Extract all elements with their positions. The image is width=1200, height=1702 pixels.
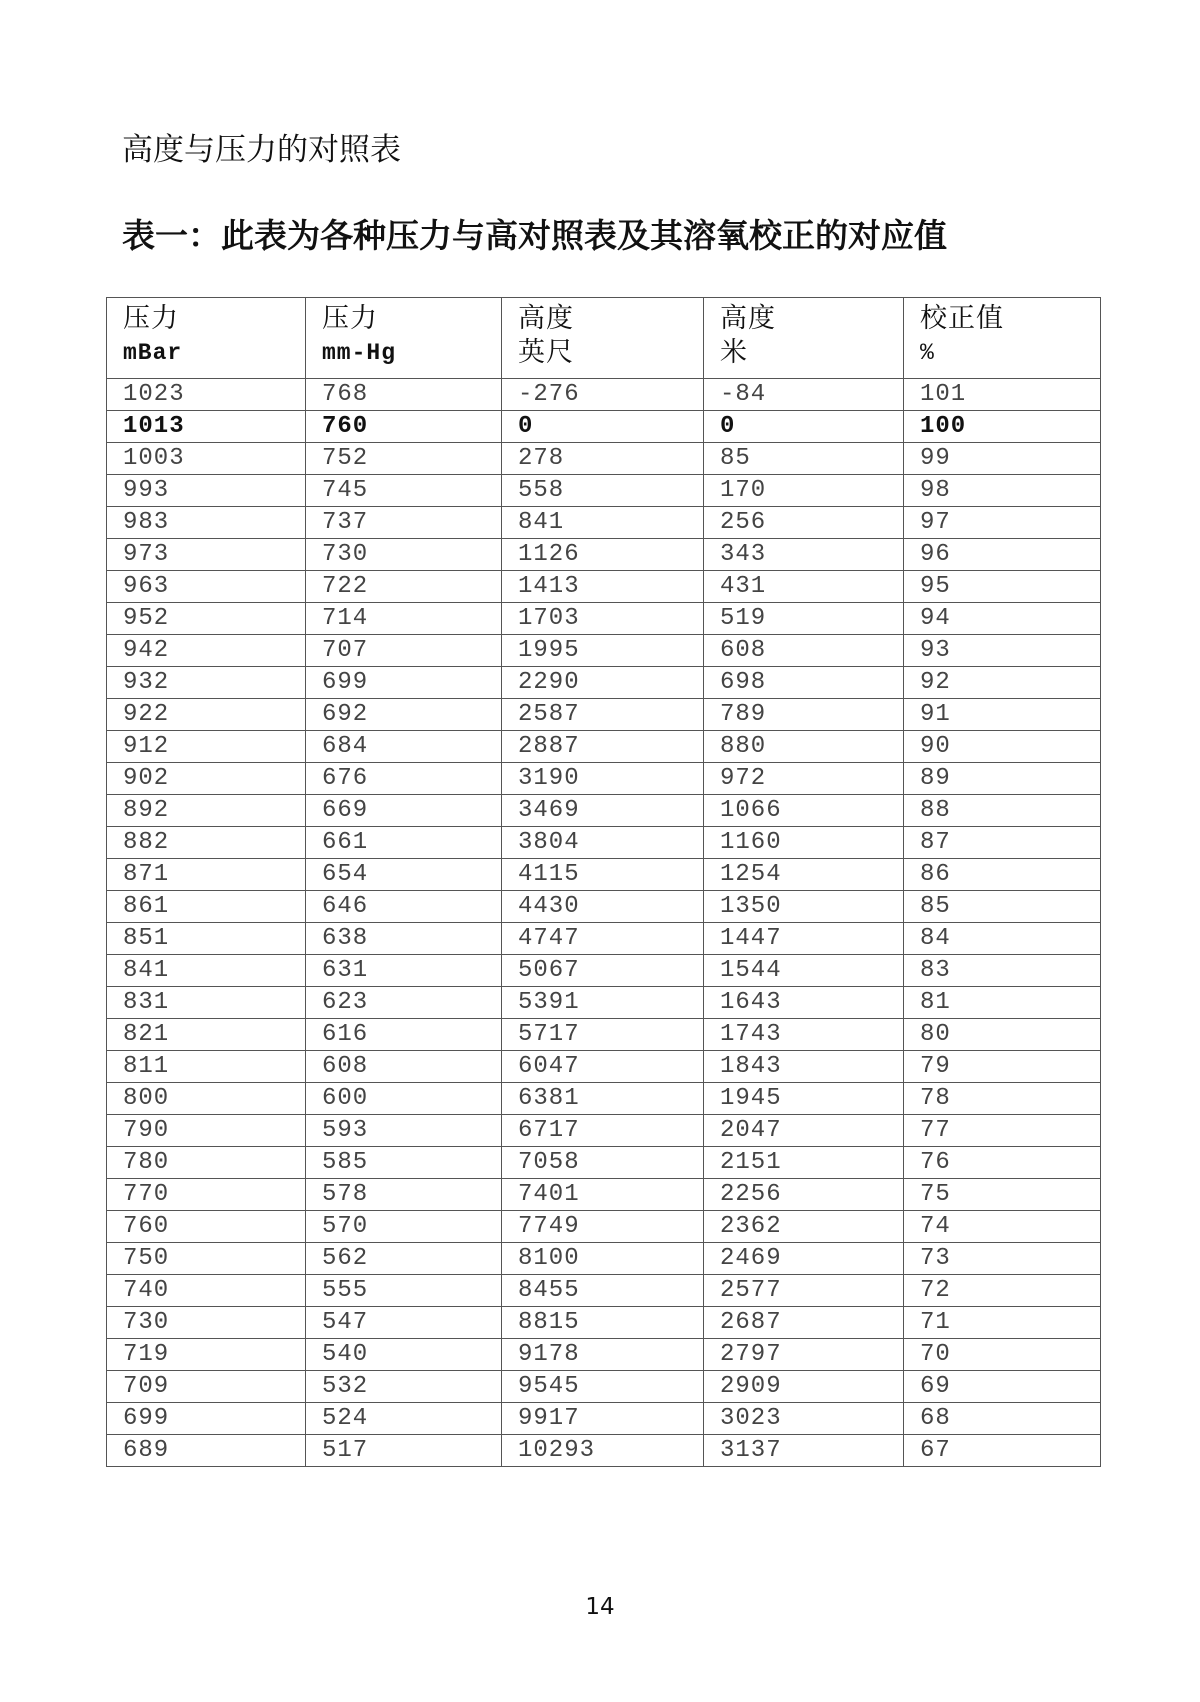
table-cell: 952	[107, 603, 306, 635]
table-cell: 68	[904, 1403, 1101, 1435]
table-cell: 922	[107, 699, 306, 731]
table-cell: 92	[904, 667, 1101, 699]
table-cell: 790	[107, 1115, 306, 1147]
table-cell: 983	[107, 507, 306, 539]
table-row	[107, 1403, 1101, 1435]
table-cell: 2797	[704, 1339, 904, 1371]
table-cell: 98	[904, 475, 1101, 507]
header-unit: 英尺	[518, 337, 574, 368]
table-row	[107, 859, 1101, 891]
table-cell: 2687	[704, 1307, 904, 1339]
table-cell: 4115	[502, 859, 704, 891]
table-cell: 973	[107, 539, 306, 571]
table-cell: 1254	[704, 859, 904, 891]
table-cell: 2577	[704, 1275, 904, 1307]
table-cell: 2587	[502, 699, 704, 731]
table-cell: 5391	[502, 987, 704, 1019]
header-cell	[904, 298, 1101, 379]
table-cell: 661	[306, 827, 502, 859]
table-cell: 2887	[502, 731, 704, 763]
table-cell: 1703	[502, 603, 704, 635]
table-row	[107, 603, 1101, 635]
header-cell	[502, 298, 704, 379]
table-cell: 3804	[502, 827, 704, 859]
header-label: 校正值	[920, 303, 1004, 334]
table-cell: 760	[306, 411, 502, 443]
table-cell: 8455	[502, 1275, 704, 1307]
table-row	[107, 699, 1101, 731]
table-cell: 79	[904, 1051, 1101, 1083]
header-unit: mBar	[123, 340, 183, 366]
header-cell	[107, 298, 306, 379]
table-cell: 745	[306, 475, 502, 507]
table-cell: 831	[107, 987, 306, 1019]
table-cell: 1743	[704, 1019, 904, 1051]
table-row	[107, 955, 1101, 987]
table-cell: 69	[904, 1371, 1101, 1403]
table-cell: 89	[904, 763, 1101, 795]
table-cell: 1544	[704, 955, 904, 987]
table-cell: 654	[306, 859, 502, 891]
table-cell: 71	[904, 1307, 1101, 1339]
table-cell: 892	[107, 795, 306, 827]
table-cell: 760	[107, 1211, 306, 1243]
table-cell: 80	[904, 1019, 1101, 1051]
table-cell: 6381	[502, 1083, 704, 1115]
table-row	[107, 1115, 1101, 1147]
table-cell: 77	[904, 1115, 1101, 1147]
table-cell: 789	[704, 699, 904, 731]
header-cell	[704, 298, 904, 379]
table-cell: 740	[107, 1275, 306, 1307]
table-cell: 699	[306, 667, 502, 699]
table-row	[107, 1147, 1101, 1179]
table-cell: 2909	[704, 1371, 904, 1403]
table-row	[107, 731, 1101, 763]
table-cell: 562	[306, 1243, 502, 1275]
table-cell: 737	[306, 507, 502, 539]
table-cell: 0	[502, 411, 704, 443]
table-cell: 684	[306, 731, 502, 763]
table-cell: 631	[306, 955, 502, 987]
header-label: 高度	[720, 303, 776, 334]
table-cell: 709	[107, 1371, 306, 1403]
table-cell: 623	[306, 987, 502, 1019]
table-cell: 1126	[502, 539, 704, 571]
header-label: 压力	[322, 303, 378, 334]
table-row	[107, 923, 1101, 955]
table-cell: 532	[306, 1371, 502, 1403]
table-cell: 593	[306, 1115, 502, 1147]
table-row	[107, 763, 1101, 795]
table-cell: 97	[904, 507, 1101, 539]
table-row	[107, 1211, 1101, 1243]
table-cell: 547	[306, 1307, 502, 1339]
table-cell: 2362	[704, 1211, 904, 1243]
table-row	[107, 1083, 1101, 1115]
table-cell: 3190	[502, 763, 704, 795]
table-cell: 5067	[502, 955, 704, 987]
table-row	[107, 1275, 1101, 1307]
table-cell: 3137	[704, 1435, 904, 1467]
table-cell: -84	[704, 379, 904, 411]
table-cell: 1350	[704, 891, 904, 923]
table-row	[107, 539, 1101, 571]
table-cell: 1413	[502, 571, 704, 603]
table-cell: 6717	[502, 1115, 704, 1147]
table-cell: 558	[502, 475, 704, 507]
table-cell: 4430	[502, 891, 704, 923]
table-row	[107, 443, 1101, 475]
page-title: 高度与压力的对照表	[122, 132, 401, 168]
page-number: 14	[585, 1594, 615, 1620]
table-cell: 1013	[107, 411, 306, 443]
table-cell: 85	[904, 891, 1101, 923]
header-label: 压力	[123, 303, 179, 334]
table-cell: 1447	[704, 923, 904, 955]
table-cell: 95	[904, 571, 1101, 603]
table-cell: 707	[306, 635, 502, 667]
header-unit: mm-Hg	[322, 340, 397, 366]
table-cell: 841	[502, 507, 704, 539]
table-cell: 278	[502, 443, 704, 475]
table-cell: 2047	[704, 1115, 904, 1147]
table-cell: 616	[306, 1019, 502, 1051]
table-cell: 608	[704, 635, 904, 667]
table-cell: 730	[107, 1307, 306, 1339]
table-cell: 750	[107, 1243, 306, 1275]
table-cell: 7058	[502, 1147, 704, 1179]
table-row	[107, 1371, 1101, 1403]
table-cell: 540	[306, 1339, 502, 1371]
table-row	[107, 411, 1101, 443]
table-cell: 3023	[704, 1403, 904, 1435]
table-cell: 692	[306, 699, 502, 731]
table-cell: 96	[904, 539, 1101, 571]
table-cell: -276	[502, 379, 704, 411]
table-cell: 699	[107, 1403, 306, 1435]
table-cell: 821	[107, 1019, 306, 1051]
table-row	[107, 891, 1101, 923]
table-cell: 10293	[502, 1435, 704, 1467]
table-cell: 90	[904, 731, 1101, 763]
table-cell: 5717	[502, 1019, 704, 1051]
table-cell: 638	[306, 923, 502, 955]
table-row	[107, 827, 1101, 859]
table-cell: 100	[904, 411, 1101, 443]
table-cell: 1643	[704, 987, 904, 1019]
table-cell: 70	[904, 1339, 1101, 1371]
table-cell: 714	[306, 603, 502, 635]
table-cell: 0	[704, 411, 904, 443]
table-row	[107, 507, 1101, 539]
table-cell: 3469	[502, 795, 704, 827]
table-cell: 519	[704, 603, 904, 635]
table-cell: 882	[107, 827, 306, 859]
table-cell: 902	[107, 763, 306, 795]
table-row	[107, 635, 1101, 667]
table-cell: 88	[904, 795, 1101, 827]
table-cell: 86	[904, 859, 1101, 891]
table-cell: 932	[107, 667, 306, 699]
table-cell: 780	[107, 1147, 306, 1179]
table-row	[107, 571, 1101, 603]
table-cell: 570	[306, 1211, 502, 1243]
table-cell: 646	[306, 891, 502, 923]
table-cell: 722	[306, 571, 502, 603]
table-row	[107, 1307, 1101, 1339]
table-cell: 555	[306, 1275, 502, 1307]
table-cell: 1995	[502, 635, 704, 667]
table-cell: 524	[306, 1403, 502, 1435]
pressure-altitude-table	[106, 297, 1101, 1467]
table-cell: 170	[704, 475, 904, 507]
table-row	[107, 1339, 1101, 1371]
header-unit: 米	[720, 337, 748, 368]
table-cell: 84	[904, 923, 1101, 955]
table-row	[107, 1435, 1101, 1467]
table-cell: 83	[904, 955, 1101, 987]
table-cell: 2290	[502, 667, 704, 699]
table-cell: 1066	[704, 795, 904, 827]
table-cell: 81	[904, 987, 1101, 1019]
table-cell: 67	[904, 1435, 1101, 1467]
table-cell: 74	[904, 1211, 1101, 1243]
table-row	[107, 1179, 1101, 1211]
table-cell: 768	[306, 379, 502, 411]
table-cell: 800	[107, 1083, 306, 1115]
table-cell: 343	[704, 539, 904, 571]
table-cell: 578	[306, 1179, 502, 1211]
table-row	[107, 795, 1101, 827]
table-cell: 85	[704, 443, 904, 475]
table-cell: 2256	[704, 1179, 904, 1211]
table-row	[107, 1019, 1101, 1051]
table-cell: 811	[107, 1051, 306, 1083]
table-cell: 676	[306, 763, 502, 795]
table-cell: 1003	[107, 443, 306, 475]
table-caption: 表一：此表为各种压力与高对照表及其溶氧校正的对应值	[122, 216, 947, 255]
table-cell: 1945	[704, 1083, 904, 1115]
table-row	[107, 1243, 1101, 1275]
table-cell: 861	[107, 891, 306, 923]
table-cell: 841	[107, 955, 306, 987]
table-cell: 585	[306, 1147, 502, 1179]
table-cell: 7401	[502, 1179, 704, 1211]
table-cell: 94	[904, 603, 1101, 635]
table-cell: 942	[107, 635, 306, 667]
table-cell: 871	[107, 859, 306, 891]
table-cell: 9917	[502, 1403, 704, 1435]
table-cell: 963	[107, 571, 306, 603]
table-cell: 1843	[704, 1051, 904, 1083]
header-unit: %	[920, 340, 935, 366]
table-cell: 600	[306, 1083, 502, 1115]
table-cell: 101	[904, 379, 1101, 411]
table-row	[107, 475, 1101, 507]
header-label: 高度	[518, 303, 574, 334]
table-cell: 73	[904, 1243, 1101, 1275]
table-cell: 431	[704, 571, 904, 603]
table-cell: 9178	[502, 1339, 704, 1371]
table-cell: 87	[904, 827, 1101, 859]
table-cell: 2469	[704, 1243, 904, 1275]
table-cell: 912	[107, 731, 306, 763]
table-cell: 880	[704, 731, 904, 763]
table-cell: 608	[306, 1051, 502, 1083]
table-cell: 7749	[502, 1211, 704, 1243]
table-cell: 8815	[502, 1307, 704, 1339]
table-cell: 698	[704, 667, 904, 699]
table-header-row	[107, 298, 1101, 379]
table-cell: 72	[904, 1275, 1101, 1307]
table-cell: 4747	[502, 923, 704, 955]
table-cell: 91	[904, 699, 1101, 731]
table-cell: 851	[107, 923, 306, 955]
table-cell: 76	[904, 1147, 1101, 1179]
table-cell: 770	[107, 1179, 306, 1211]
table-row	[107, 1051, 1101, 1083]
table-cell: 972	[704, 763, 904, 795]
table-cell: 669	[306, 795, 502, 827]
table-row	[107, 667, 1101, 699]
table-cell: 1160	[704, 827, 904, 859]
table-cell: 517	[306, 1435, 502, 1467]
table-cell: 93	[904, 635, 1101, 667]
table-cell: 719	[107, 1339, 306, 1371]
table-cell: 2151	[704, 1147, 904, 1179]
table-cell: 256	[704, 507, 904, 539]
table-cell: 8100	[502, 1243, 704, 1275]
header-cell	[306, 298, 502, 379]
table-cell: 689	[107, 1435, 306, 1467]
table-row	[107, 379, 1101, 411]
table-cell: 78	[904, 1083, 1101, 1115]
table-cell: 99	[904, 443, 1101, 475]
table-row	[107, 987, 1101, 1019]
table-cell: 6047	[502, 1051, 704, 1083]
table-cell: 730	[306, 539, 502, 571]
table-cell: 993	[107, 475, 306, 507]
table-cell: 9545	[502, 1371, 704, 1403]
table-cell: 75	[904, 1179, 1101, 1211]
table-cell: 752	[306, 443, 502, 475]
table-cell: 1023	[107, 379, 306, 411]
